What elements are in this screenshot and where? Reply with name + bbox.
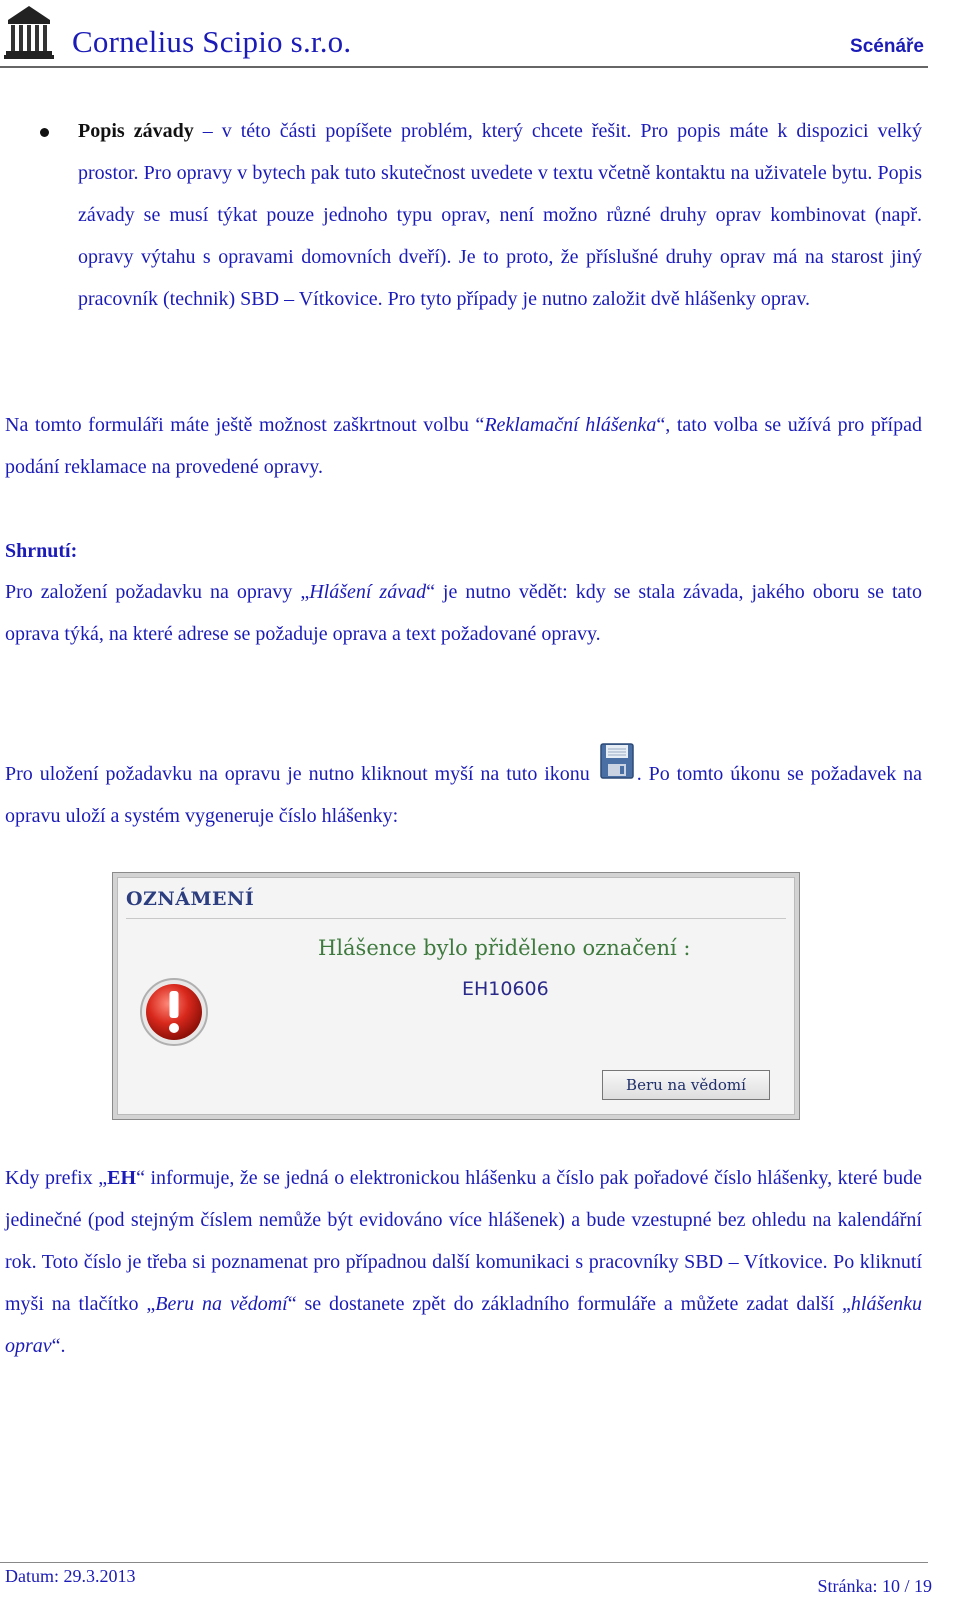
summary-heading: Shrnutí:	[5, 540, 78, 562]
save-text-a: Pro uložení požadavku na opravu je nutno kliknout myší na tuto ikonu	[5, 763, 597, 785]
bullet-body: v této části popíšete problém, který chcete řešit. Pro popis máte k dispozici velký prostor. Pro opravy v bytech pak tuto skutečnost uvedete v textu včetně kontaktu na uživatele bytu. Popis závady se musí týkat pouze jednoho typu oprav, není možno různé druhy oprav kombinovat (např. opravy výtahu s opravami domovních dveří). Je to proto, že příslušné druhy oprav má na starost jiný pracovník (technik) SBD – Vítkovice. Pro tyto případy je nutno založit dvě hlášenky oprav.	[78, 120, 923, 310]
acknowledge-button[interactable]: Beru na vědomí	[602, 1070, 770, 1100]
para5-text-d: “.	[51, 1335, 66, 1357]
reklamace-paragraph	[5, 404, 922, 488]
header-divider	[0, 66, 928, 68]
footer-divider	[0, 1562, 928, 1563]
para2-italic: Reklamační hlášenka	[484, 414, 657, 436]
warning-exclamation-icon	[138, 976, 210, 1048]
footer-page-number: Stránka: 10 / 19	[817, 1576, 932, 1596]
bullet-icon	[40, 128, 49, 137]
summary-text-b: “ je nutno vědět: kdy se stala závada, jakého oboru se tato oprava týká, na které adrese se požaduje oprava a text požadované opravy.	[5, 581, 922, 645]
para5-text-a: Kdy prefix „	[5, 1167, 108, 1189]
summary-italic: Hlášení závad	[309, 581, 427, 603]
bullet-paragraph: Popis závady – v této části popíšete problém, který chcete řešit. Pro popis máte k dispozici velký prostor. Pro opravy v bytech pak tuto skutečnost uvedete v textu včetně kontaktu na uživatele bytu. Popis závady se musí týkat pouze jednoho typu oprav, není možno různé druhy oprav kombinovat (např. opravy výtahu s opravami domovních dveří). Je to proto, že příslušné druhy oprav má na starost jiný pracovník (technik) SBD – Vítkovice. Pro tyto případy je nutno založit dvě hlášenky oprav.	[78, 120, 923, 310]
para5-text-c: “ se dostanete zpět do základního formuláře a můžete zadat další „	[287, 1293, 851, 1315]
para5-text-b: “ informuje, že se jedná o elektronickou hlášenku a číslo pak pořadové číslo hlášenky, které bude jedinečné (pod stejným číslem nemůže být evidováno více hlášenek) a bude vzestupné bez ohledu na kalendářní rok. Toto číslo je třeba si poznamenat pro případnou další komunikaci s pracovníky SBD – Vítkovice. Po kliknutí myši na tlačítko „	[5, 1167, 922, 1315]
summary-text-a: Pro založení požadavku na opravy „	[5, 581, 310, 603]
bullet-term: Popis závady	[78, 120, 194, 142]
building-logo-icon	[4, 2, 54, 60]
dialog-body	[117, 877, 795, 1115]
dialog-code: EH10606	[462, 978, 549, 1000]
para5-italic-button: Beru na vědomí	[155, 1293, 288, 1315]
para2-text-a: Na tomto formuláři máte ještě možnost zaškrtnout volbu “	[5, 414, 485, 436]
summary-paragraph	[5, 571, 922, 655]
company-name: Cornelius Scipio s.r.o.	[72, 24, 352, 59]
notification-dialog	[112, 872, 800, 1120]
save-paragraph	[5, 752, 922, 837]
save-text-b: . Po tomto úkonu se požadavek na opravu uloží a systém vygeneruje číslo hlášenky:	[5, 763, 922, 827]
para5-bold-prefix: EH	[107, 1167, 137, 1189]
dialog-divider	[126, 918, 786, 919]
footer-date: Datum: 29.3.2013	[5, 1566, 136, 1586]
page-header	[0, 0, 960, 70]
prefix-paragraph	[5, 1157, 922, 1367]
para2-text-b: “, tato volba se užívá pro případ podání reklamace na provedené opravy.	[5, 414, 922, 478]
section-title: Scénáře	[850, 36, 924, 57]
floppy-save-icon[interactable]	[599, 742, 635, 780]
dialog-message: Hlášence bylo přiděleno označení :	[318, 936, 691, 960]
para5-italic-hlasenka: hlášenku oprav	[5, 1293, 922, 1357]
dialog-title: OZNÁMENÍ	[126, 888, 255, 910]
